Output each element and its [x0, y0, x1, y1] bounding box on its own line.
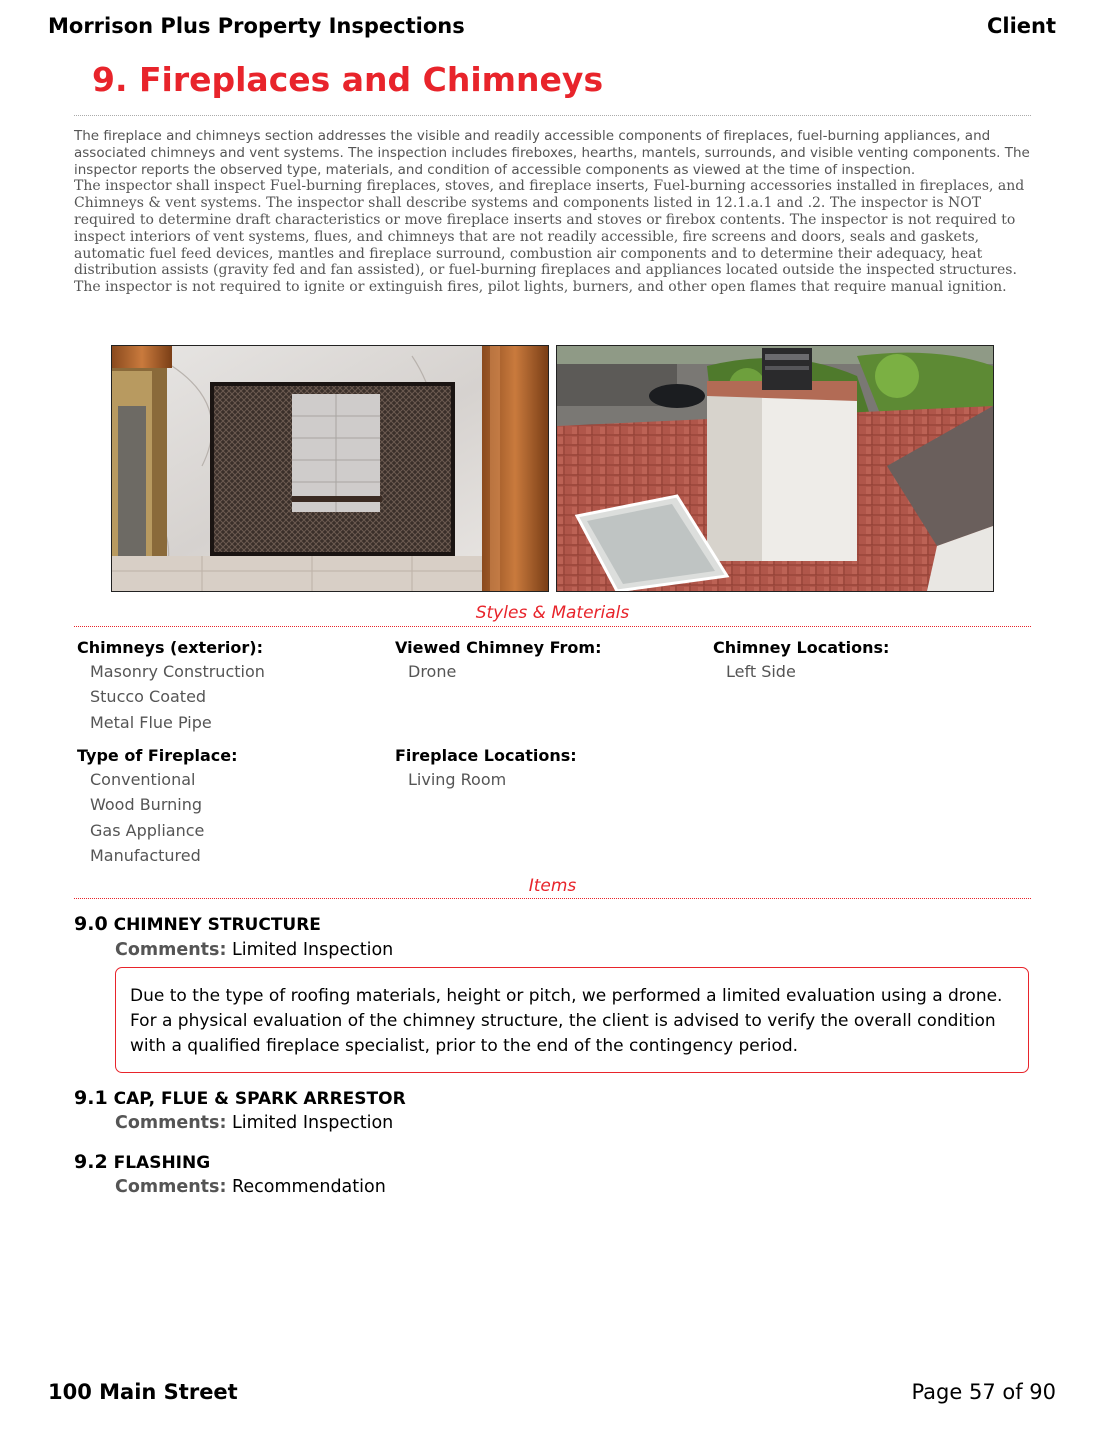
group-value: Living Room	[408, 770, 507, 789]
group-type-of-fireplace	[77, 745, 237, 868]
item-number: 9.0	[74, 913, 108, 935]
group-viewed-chimney-from	[395, 637, 601, 684]
item-title-chimney-structure	[74, 913, 321, 935]
group-value: Masonry Construction	[90, 662, 265, 681]
group-value: Left Side	[726, 662, 796, 681]
group-label: Chimney Locations:	[713, 638, 890, 657]
item-number: 9.1	[74, 1087, 108, 1109]
items-heading: Items	[528, 876, 577, 896]
group-label: Chimneys (exterior):	[77, 638, 264, 657]
item-number: 9.2	[74, 1151, 108, 1173]
section-title: 9. Fireplaces and Chimneys	[92, 60, 604, 99]
item-comments	[115, 1113, 393, 1133]
fireplace-photo	[111, 345, 549, 592]
company-name: Morrison Plus Property Inspections	[48, 14, 465, 38]
item-comments	[115, 940, 393, 960]
page-number: Page 57 of 90	[911, 1380, 1056, 1404]
group-value: Manufactured	[90, 845, 201, 865]
item-title-flashing	[74, 1151, 210, 1173]
items-divider	[74, 898, 1031, 899]
comments-value: Limited Inspection	[232, 940, 394, 960]
group-fireplace-locations	[395, 745, 577, 792]
item-name: FLASHING	[113, 1153, 211, 1173]
title-divider	[74, 115, 1031, 116]
group-label: Viewed Chimney From:	[395, 638, 602, 657]
intro-paragraph-standards: The inspector shall inspect Fuel-burning fireplaces, stoves, and fireplace inserts, Fuel-burning accessories installed in fireplaces, and Chimneys & vent systems. The inspector shall describe systems and components listed in 12.1.a.1 and .2. The inspector is NOT required to determine draft characteristics or move fireplace inserts and stoves or firebox contents. The inspector is not required to inspect interiors of vent systems, flues, and chimneys that are not readily accessible, fire screens and doors, seals and gaskets, automatic fuel feed devices, mantles and fireplace surround, combustion air components and to determine their adequacy, heat distribution assists (gravity fed and fan assisted), or fuel-burning fireplaces and appliances located outside the inspected structures. The inspector is not required to ignite or extinguish fires, pilot lights, burners, and other open flames that require manual ignition.	[74, 178, 1025, 296]
group-value: Metal Flue Pipe	[90, 712, 212, 732]
chimney-photo	[556, 345, 994, 592]
styles-materials-divider	[74, 626, 1031, 627]
item-title-cap-flue-spark-arrestor	[74, 1087, 406, 1109]
comments-label: Comments:	[115, 1177, 227, 1197]
group-label: Fireplace Locations:	[395, 746, 577, 765]
comments-value: Recommendation	[232, 1177, 386, 1197]
intro-paragraph-general: The fireplace and chimneys section addresses the visible and readily accessible components of fireplaces, fuel-burning appliances, and associated chimneys and vent systems. The inspection includes fireboxes, hearths, mantels, surrounds, and visible venting components. The inspector reports the observed type, materials, and condition of accessible components as viewed at the time of inspection.	[74, 128, 1030, 178]
limited-inspection-note: Due to the type of roofing materials, height or pitch, we performed a limited evaluation using a drone. For a physical evaluation of the chimney structure, the client is advised to verify the overall condition with a qualified fireplace specialist, prior to the end of the contingency period.	[115, 967, 1029, 1073]
group-value: Wood Burning	[90, 795, 202, 815]
group-value: Gas Appliance	[90, 820, 205, 840]
item-name: CHIMNEY STRUCTURE	[113, 915, 321, 935]
group-chimneys-exterior	[77, 637, 265, 735]
item-name: CAP, FLUE & SPARK ARRESTOR	[113, 1089, 406, 1109]
property-address: 100 Main Street	[48, 1380, 238, 1404]
comments-label: Comments:	[115, 940, 227, 960]
comments-label: Comments:	[115, 1113, 227, 1133]
group-chimney-locations	[713, 637, 889, 684]
group-value: Conventional	[90, 770, 196, 789]
group-value: Stucco Coated	[90, 687, 207, 707]
client-label: Client	[986, 14, 1056, 38]
group-label: Type of Fireplace:	[77, 746, 238, 765]
item-comments	[115, 1177, 386, 1197]
styles-materials-heading: Styles & Materials	[475, 603, 630, 623]
section-intro	[74, 128, 1034, 296]
group-value: Drone	[408, 662, 457, 681]
comments-value: Limited Inspection	[232, 1113, 394, 1133]
